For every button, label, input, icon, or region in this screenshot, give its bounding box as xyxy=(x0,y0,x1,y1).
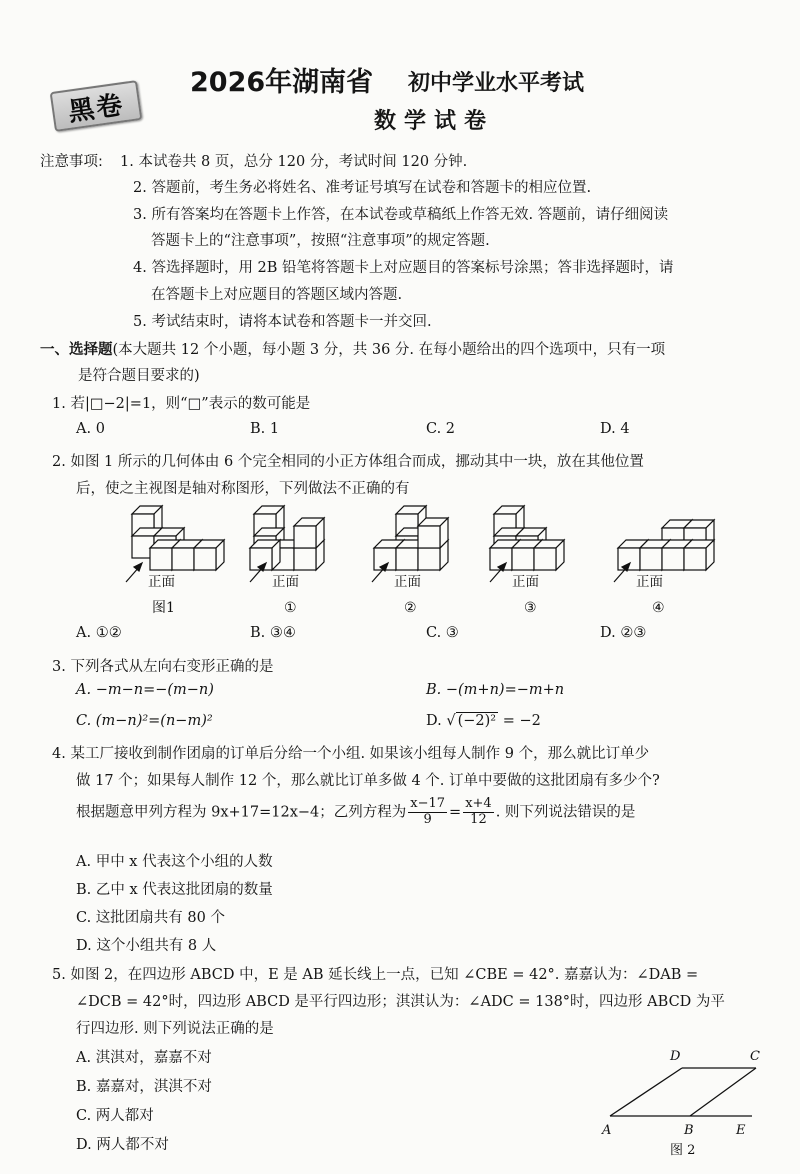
notes-label: 注意事项: xyxy=(40,154,103,170)
figure-option-2-solid xyxy=(374,506,448,570)
question-5-stem: ∠DCB = 42°时，四边形 ABCD 是平行四边形；淇淇认为：∠ADC = 138°时，四边形 ABCD 为平 xyxy=(76,994,725,1010)
q5-option-b: B. 嘉嘉对，淇淇不对 xyxy=(76,1079,212,1095)
q1-option-c: C. 2 xyxy=(426,421,456,437)
q2-option-c: C. ③ xyxy=(426,625,459,641)
section-description: (本大题共 12 个小题，每小题 3 分，共 36 分. 在每小题给出的四个选项中，只有一项 xyxy=(112,342,666,358)
figure-label: ④ xyxy=(652,600,665,616)
q5-option-a: A. 淇淇对，嘉嘉不对 xyxy=(76,1050,212,1066)
figure-label: ② xyxy=(404,600,417,616)
q2-option-a: A. ①② xyxy=(76,625,122,641)
heijuan-stamp: 黑卷 xyxy=(50,80,143,132)
note-item: 3. 所有答案均在答题卡上作答，在本试卷或草稿纸上作答无效. 答题前，请仔细阅读 xyxy=(133,207,669,223)
figure-option-3-solid xyxy=(490,506,564,570)
note-item: 1. 本试卷共 8 页，总分 120 分，考试时间 120 分钟. xyxy=(120,154,468,170)
q3-option-a: A. −m−n=−(m−n) xyxy=(76,682,214,698)
q2-figures xyxy=(0,500,800,620)
figure-label: 图1 xyxy=(152,600,175,616)
q3-option-c: C. (m−n)²=(n−m)² xyxy=(76,713,213,729)
section-heading: 一、选择题 xyxy=(40,342,113,358)
front-label: 正面 xyxy=(636,574,663,590)
question-4-stem: 做 17 个；如果每人制作 12 个，那么就比订单多做 4 个. 订单中要做的这批团扇有多少个? xyxy=(76,773,660,789)
front-label: 正面 xyxy=(148,574,175,590)
question-1-stem: 1. 若|□−2|=1，则“□”表示的数可能是 xyxy=(52,396,311,412)
question-5-stem: 5. 如图 2，在四边形 ABCD 中，E 是 AB 延长线上一点，已知 ∠CBE = 42°. 嘉嘉认为：∠DAB = xyxy=(52,967,699,983)
front-label: 正面 xyxy=(512,574,539,590)
note-item: 4. 答选择题时，用 2B 铅笔将答题卡上对应题目的答案标号涂黑；答非选择题时，请 xyxy=(133,260,674,276)
figure-2-quadrilateral xyxy=(596,1044,776,1164)
figure-label: ① xyxy=(284,600,297,616)
figure-option-1-solid xyxy=(250,506,324,570)
q3-option-d: D. √ (−2)² = −2 xyxy=(426,713,541,729)
q1-option-a: A. 0 xyxy=(76,421,105,437)
question-4-stem: 4. 某工厂接收到制作团扇的订单后分给一个小组. 如果该小组每人制作 9 个，那么就比订单少 xyxy=(52,746,650,762)
question-2-stem: 后，使之主视图是轴对称图形，下列做法不正确的有 xyxy=(76,481,410,497)
vertex-label-c: C xyxy=(750,1049,760,1064)
q5-option-c: C. 两人都对 xyxy=(76,1108,154,1124)
note-item: 答题卡上的“注意事项”，按照“注意事项”的规定答题. xyxy=(151,233,490,249)
q4-option-a: A. 甲中 x 代表这个小组的人数 xyxy=(76,854,273,870)
front-label: 正面 xyxy=(272,574,299,590)
section-description: 是符合题目要求的) xyxy=(78,368,200,384)
question-3-stem: 3. 下列各式从左向右变形正确的是 xyxy=(52,659,274,675)
paper-title: 数学试卷 xyxy=(374,109,495,134)
q5-option-d: D. 两人都不对 xyxy=(76,1137,169,1153)
note-item: 在答题卡上对应题目的答题区域内答题. xyxy=(151,287,403,303)
q3-option-b: B. −(m+n)=−m+n xyxy=(426,682,565,698)
figure-1-solid xyxy=(132,506,224,570)
vertex-label-b: B xyxy=(684,1123,694,1138)
question-4-equations: 根据题意甲列方程为 9x+17=12x−4；乙列方程为 $\frac{x-17}{9}$ = $\frac{x+4}{12}$ . 则下列说法错误的是 xyxy=(76,796,636,827)
q2-option-d: D. ②③ xyxy=(600,625,647,641)
question-5-stem: 行四边形. 则下列说法正确的是 xyxy=(76,1021,274,1037)
figure-2-caption: 图 2 xyxy=(670,1143,696,1158)
exam-title-year-province: 2026年湖南省 xyxy=(190,67,374,98)
question-2-stem: 2. 如图 1 所示的几何体由 6 个完全相同的小正方体组合而成，挪动其中一块，放在其他位置 xyxy=(52,454,644,470)
vertex-label-d: D xyxy=(670,1049,681,1064)
note-item: 5. 考试结束时，请将本试卷和答题卡一并交回. xyxy=(133,314,432,330)
q1-option-b: B. 1 xyxy=(250,421,280,437)
q4-option-d: D. 这个小组共有 8 人 xyxy=(76,938,217,954)
vertex-label-a: A xyxy=(602,1123,612,1138)
q2-option-b: B. ③④ xyxy=(250,625,296,641)
note-item: 2. 答题前，考生务必将姓名、准考证号填写在试卷和答题卡的相应位置. xyxy=(133,180,592,196)
exam-title-type: 初中学业水平考试 xyxy=(408,71,585,96)
figure-option-4-solid xyxy=(618,520,714,570)
point-label-e: E xyxy=(736,1123,746,1138)
front-label: 正面 xyxy=(394,574,421,590)
q1-option-d: D. 4 xyxy=(600,421,630,437)
figure-label: ③ xyxy=(524,600,537,616)
q4-option-c: C. 这批团扇共有 80 个 xyxy=(76,910,225,926)
q4-option-b: B. 乙中 x 代表这批团扇的数量 xyxy=(76,882,273,898)
